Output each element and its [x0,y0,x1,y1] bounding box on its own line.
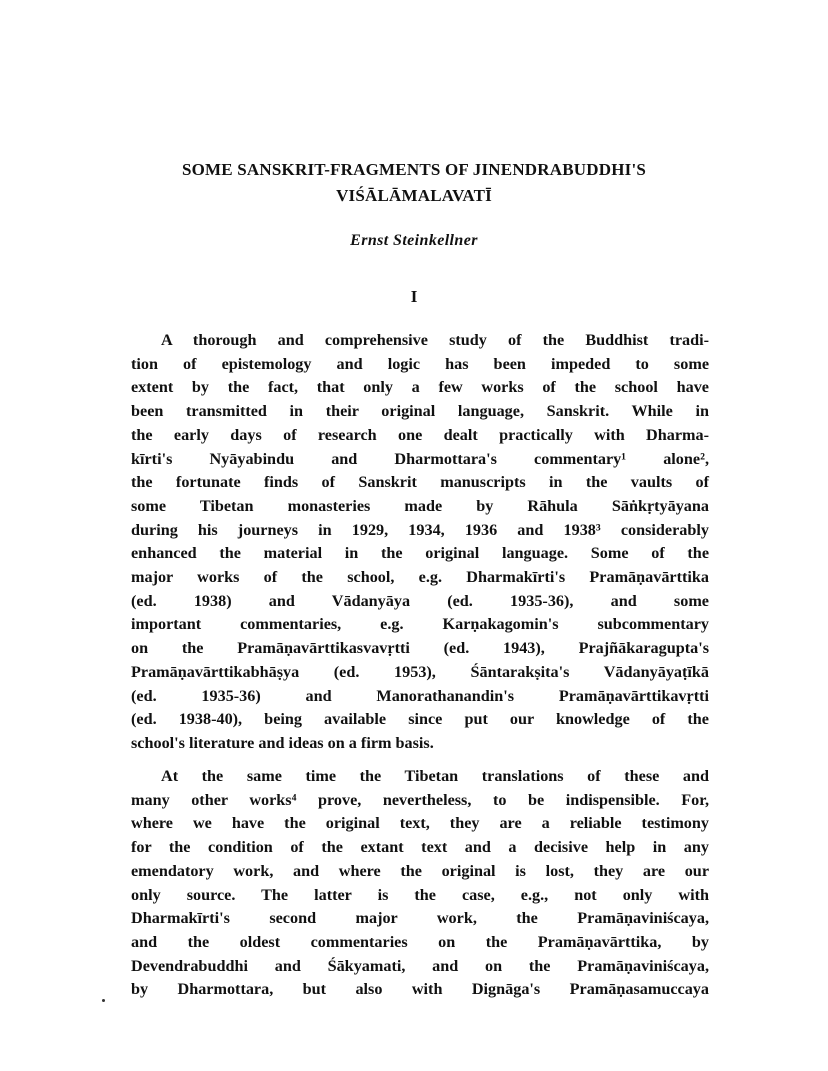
text-line: the fortunate finds of Sanskrit manuscripts in the vaults of [131,473,709,492]
text-line: Pramāṇavārttikabhāṣya (ed. 1953), Śāntarakṣita's Vādanyāyaṭīkā [131,662,709,681]
text-line: major works of the school, e.g. Dharmakīrti's Pramāṇavārttika [131,568,709,587]
text-line: (ed. 1935-36) and Manorathanandin's Pramāṇavārttikavṛtti [131,686,709,705]
paragraph-2 [131,765,709,1002]
scan-speck [102,999,105,1002]
text-line: A thorough and comprehensive study of the Buddhist tradi- [161,331,709,349]
text-line: (ed. 1938-40), being available since put our knowledge of the [131,710,709,729]
text-line: by Dharmottara, but also with Dignāga's Pramāṇasamuccaya [131,980,709,999]
text-line: (ed. 1938) and Vādanyāya (ed. 1935-36), and some [131,591,709,610]
text-line: emendatory work, and where the original is lost, they are our [131,861,709,880]
author-name: Ernst Steinkellner [350,232,478,249]
section-number: I [410,287,418,306]
text-line: for the condition of the extant text and a decisive help in any [131,838,709,857]
text-line: At the same time the Tibetan translations of these and [161,767,709,785]
text-line: where we have the original text, they are a reliable testimony [131,814,709,833]
text-line: many other works⁴ prove, nevertheless, to be indispensible. For, [131,790,709,809]
text-line: enhanced the material in the original language. Some of the [131,544,709,563]
text-line: Devendrabuddhi and Śākyamati, and on the Pramāṇaviniścaya, [131,956,709,975]
text-line: the early days of research one dealt practically with Dharma- [131,425,709,444]
text-line: been transmitted in their original language, Sanskrit. While in [131,402,709,421]
text-line: kīrti's Nyāyabindu and Dharmottara's commentary¹ alone², [131,449,709,468]
article-title-line-2: VIŚĀLĀMALAVATĪ [336,186,492,205]
text-line: extent by the fact, that only a few works of the school have [131,378,709,397]
text-line: Dharmakīrti's second major work, the Pramāṇaviniścaya, [131,909,709,928]
text-line: some Tibetan monasteries made by Rāhula Sāṅkṛtyāyana [131,496,709,515]
text-line: tion of epistemology and logic has been impeded to some [131,354,709,373]
text-line: important commentaries, e.g. Karṇakagomin's subcommentary [131,615,709,634]
text-line: school's literature and ideas on a firm basis. [131,733,434,752]
text-line: on the Pramāṇavārttikasvavṛtti (ed. 1943), Prajñākaragupta's [131,639,709,658]
text-line: and the oldest commentaries on the Pramāṇavārttika, by [131,932,709,951]
article-title-line-1: SOME SANSKRIT-FRAGMENTS OF JINENDRABUDDHI'S [181,160,647,179]
text-line: during his journeys in 1929, 1934, 1936 and 1938³ considerably [131,520,709,539]
text-line: only source. The latter is the case, e.g., not only with [131,885,709,904]
paragraph-1 [131,329,709,756]
